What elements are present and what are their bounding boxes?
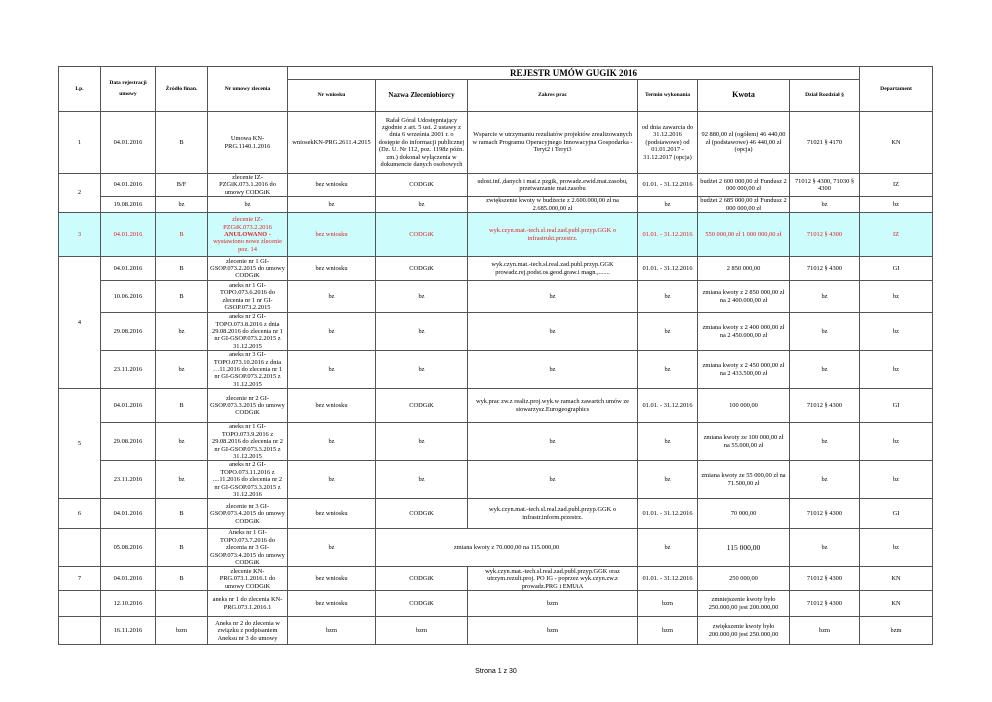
table-row [59,591,933,617]
cell-source: B [156,257,208,281]
table-row-cancelled [59,213,933,257]
table-row [59,389,933,423]
cell-date: 04.01.2016 [101,174,156,197]
cell-department: bz [860,351,933,389]
cell-contractor: bzm [376,617,468,645]
cell-contract: zlecenie nr 3 GI-GSOP.073.4.2015 do umowy CODGiK [208,499,288,529]
cell-date: 19.08.2016 [101,197,156,213]
cell-contractor: CODGiK [376,389,468,423]
cell-source: bz [156,461,208,499]
cell-lp [59,591,101,617]
cell-lp [59,617,101,645]
cell-section: 71012 § 4300, 71030 § 4300 [790,174,860,197]
cell-date: 04.01.2016 [101,389,156,423]
header-zrodlo: Źródło finan. [156,67,208,112]
cell-scope: Wsparcie w utrzymaniu rezultatów projektów zrealizowanych w ramach Programu Operacyjnego Innowacyjna Gospodarka - Teryt2 i Teryt3 [468,112,638,174]
cell-application: bz [288,461,376,499]
cell-date: 10.06.2016 [101,281,156,313]
cell-application: bez wniosku [288,567,376,591]
cell-date: 12.10.2016 [101,591,156,617]
cell-change-note: zmiana kwoty z 70.000,00 na 115.000,00 [376,529,638,567]
cell-section: 71012 § 4300 [790,567,860,591]
cell-application: bez wniosku [288,499,376,529]
cell-application: bz [288,423,376,461]
cell-contractor: bz [376,351,468,389]
cell-deadline: 01.01. - 31.12.2016 [638,174,698,197]
cell-contract: Aneks nr 2 do zlecenia w związku z podpisaniem Aneksu nr 3 do umowy [208,617,288,645]
cell-scope: bzm [468,617,638,645]
cell-section: 71012 § 4300 [790,591,860,617]
cell-source: B [156,567,208,591]
cell-department: bzm [860,617,933,645]
table-row [59,281,933,313]
cell-amount: zmiana kwoty ze 100 000,00 zł na 55.000,00 zł [698,423,790,461]
cell-amount: zmiana kwoty z 2 850 000,00 zł na 2 400.000,00 zł [698,281,790,313]
cell-source: B [156,389,208,423]
cell-section: bz [790,351,860,389]
cell-department: bz [860,197,933,213]
cell-date: 04.01.2016 [101,567,156,591]
cell-department: bz [860,423,933,461]
cell-deadline: 01.01. - 31.12.2016 [638,499,698,529]
table-row [59,174,933,197]
cell-contract: Umowa KN-PRG.1140.1.2016 [208,112,288,174]
cell-department: GI [860,257,933,281]
cell-deadline: bz [638,197,698,213]
cell-amount: zmiana kwoty ze 55 000,00 zł na 71.500,00 zł [698,461,790,499]
cell-lp [59,529,101,567]
cell-deadline: bz [638,461,698,499]
cell-date: 23.11.2016 [101,351,156,389]
cell-source [156,591,208,617]
cell-contract: Aneks nr 1 GI-TOPO.073.7.2016 do zlecenia nr 3 GI-GSOP.073.4.2015 do umowy CODGiK [208,529,288,567]
cell-contractor: CODGiK [376,257,468,281]
cell-department: GI [860,389,933,423]
cell-scope: bzm [468,591,638,617]
cell-deadline: 01.01. - 31.12.2016 [638,257,698,281]
cell-contract: zlecenie KN-PRG.073.1.2016.1 do umowy CODGiK [208,567,288,591]
cell-deadline: bz [638,281,698,313]
cell-date: 04.01.2016 [101,499,156,529]
cell-department: bz [860,461,933,499]
cell-contract: zlecenie nr 2 GI-GSOP.073.3.2015 do umowy CODGiK [208,389,288,423]
header-dept: Departament [860,67,933,112]
cell-amount: 92 880,00 zł (ogółem) 46 440,00 zł (podstawowe) 46 440,00 zł (opcja) [698,112,790,174]
cell-scope: zwiększenie kwoty w budżecie z 2.600.000,00 zł na 2.685.000,00 zł [468,197,638,213]
cell-deadline: 01.01. - 31.12.2016 [638,567,698,591]
cell-date: 16.11.2016 [101,617,156,645]
cell-deadline: bz [638,313,698,351]
cell-deadline: bz [638,423,698,461]
cell-section: bz [790,281,860,313]
table-row [59,567,933,591]
cell-contract: aneks nr 1 GI-TOPO.073.6.2016 do zlecenia nr 1 nr GI-GSOP.073.2.2015 [208,281,288,313]
cell-source: bz [156,351,208,389]
table-row [59,499,933,529]
cell-date: 23.11.2016 [101,461,156,499]
cell-contract: zlecenie IZ-PZGiK.073.1.2016 do umowy CODGiK [208,174,288,197]
cell-scope: bz [468,281,638,313]
cell-deadline: bzm [638,591,698,617]
table-row [59,351,933,389]
cell-date: 29.08.2016 [101,313,156,351]
cell-scope: wyk.czyn.mat.-tech.sl.real.zad.publ.przyp.GGK oraz utrzym.rezult.proj. PO IG - poprzez wyk.czyn.zw.z prowadz.PRG i EMUiA [468,567,638,591]
page-number: Strona 1 z 30 [475,668,517,675]
cell-contractor: bz [376,197,468,213]
cell-scope: bz [468,461,638,499]
cell-deadline: bzm [638,617,698,645]
header-umowa: Nr umowy zlecenia [208,67,288,112]
table-row [59,461,933,499]
cell-amount: zmiana kwoty z 2 450 000,00 zł na 2 433.500,00 zł [698,351,790,389]
cell-scope: bz [468,351,638,389]
cancelled-label: ANULOWANO [224,231,268,239]
cell-date: 04.01.2016 [101,112,156,174]
cell-lp: 3 [59,213,101,257]
cell-lp: 6 [59,499,101,529]
cell-date: 04.01.2016 [101,213,156,257]
cell-section: bzm [790,617,860,645]
cell-section: bz [790,423,860,461]
table-row [59,197,933,213]
cell-application: bez wniosku [288,257,376,281]
cell-amount: 250 000,00 [698,567,790,591]
cell-scope: wyk.czyn.mat.-tech.sl.real.zad.publ.przyp.GGK o infrastr.inform.przestrz. [468,499,638,529]
cell-lp: 2 [59,174,101,213]
cell-source: B [156,281,208,313]
cell-amount: zmiana kwoty z 2 400 000,00 zł na 2 450.000,00 zł [698,313,790,351]
table-row [59,257,933,281]
cell-application: bz [288,197,376,213]
cell-application: bez wniosku [288,213,376,257]
header-termin: Termin wykonania [638,80,698,112]
cell-application: bz [288,313,376,351]
cell-lp: 7 [59,567,101,591]
cell-contract: zlecenie nr 1 GI-GSOP.073.2.2015 do umowy CODGiK [208,257,288,281]
table-row [59,617,933,645]
cell-department: GI [860,499,933,529]
cell-lp: 5 [59,389,101,499]
cell-scope: wyk.czyn.mat.-tech.sl.real.zad.publ.przyp.GGK o infrastrukt.przestrz. [468,213,638,257]
cell-contractor: CODGiK [376,591,468,617]
cell-amount: 70 000,00 [698,499,790,529]
cell-deadline: od dnia zawarcia do 31.12.2016 (podstawowe) od 01.01.2017 - 31.12.2017 (opcja) [638,112,698,174]
cell-section: 71012 § 4300 [790,499,860,529]
cell-department: bz [860,281,933,313]
cell-scope: udost.inf.,danych i mat.z pzgik, prowadz.ewid.mat.zasobu, przetwarzanie mat.zasobu [468,174,638,197]
cell-amount: zwiększenie kwoty było 200.000,00 jest 250.000,00 [698,617,790,645]
cell-contractor: Rafał Góral Udostępniający zgodnie z art. 5 ust. 2 ustawy z dnia 6 września 2001 r. o dostępie do informacji publicznej (Dz. U. Nr 112, poz. 1198z późn. zm.) dokonał wyłączenia w dokumencie danych osobowych [376,112,468,174]
cell-contract: aneks nr 2 GI-TOPO.073.8.2016 z dnia 29.08.2016 do zlecenia nr 1 nr GI-GSOP.073.2.2015 z 31.12.2015 [208,313,288,351]
cell-scope: wyk.czyn.mat.-tech.sl.real.zad.publ.przyp.GGK prowadz.rej.podst.os.geod.graw.i magn.,....... [468,257,638,281]
cell-contract: aneks nr 1 do zlecenia KN-PRG.073.1.2016.1 [208,591,288,617]
cell-section: bz [790,461,860,499]
cell-deadline: bz [638,529,698,567]
cell-department: KN [860,567,933,591]
cell-section: bz [790,529,860,567]
cell-source: B [156,213,208,257]
cell-source: bzm [156,617,208,645]
cell-deadline: 01.01. - 31.12.2016 [638,213,698,257]
cell-date: 04.01.2016 [101,257,156,281]
cell-date: 05.08.2016 [101,529,156,567]
cell-contractor: bz [376,313,468,351]
cell-lp: 4 [59,257,101,389]
contract-register-table [58,66,933,645]
cell-source: B [156,499,208,529]
cell-date: 29.08.2016 [101,423,156,461]
cell-application: bzm [288,617,376,645]
table-row [59,313,933,351]
cell-department: IZ [860,213,933,257]
header-kwota: Kwota [698,80,790,112]
header-zakres: Zakres prac [468,80,638,112]
cell-contractor: CODGiK [376,213,468,257]
cell-amount: zmniejszenie kwoty było 250.000,00 jest 200.000,00 [698,591,790,617]
cell-contract: aneks nr 2 GI-TOPO.073.11.2016 z ....11.2016 do zlecenia nr 2 nr GI-GSOP.073.3.2015 z 31.12.2016 [208,461,288,499]
cell-application: bz [288,281,376,313]
cell-section: 71012 § 4300 [790,257,860,281]
cell-scope: wyk.prac zw.z realiz.proj.wyk.w ramach zawartch umów ze stowarzysz.Eurogeographics [468,389,638,423]
cell-section: bz [790,197,860,213]
cell-section: bz [790,313,860,351]
cell-scope: bz [468,313,638,351]
header-dzial: Dział Rozdział § [790,80,860,112]
cell-department: IZ [860,174,933,197]
cell-application: bez wniosku [288,591,376,617]
cell-application: bez wniosku [288,389,376,423]
cell-amount: 550 000,00 zł 1 000 000,00 zł [698,213,790,257]
table-row [59,529,933,567]
cell-application: bz [288,529,376,567]
header-nazwa: Nazwa Zleceniobiorcy [376,80,468,112]
cell-section: 71012 § 4300 [790,389,860,423]
page-title: REJESTR UMÓW GUGIK 2016 [288,67,860,80]
cell-amount: 2 850 000,00 [698,257,790,281]
cell-contract: bz [208,197,288,213]
cell-amount: budżet 2 685 000,00 zł Fundusz 2 000 000,00 zł [698,197,790,213]
table-row [59,112,933,174]
cell-amount: 115 000,00 [698,529,790,567]
cell-source: B/F [156,174,208,197]
cell-source: bz [156,197,208,213]
cell-amount: 100 000,00 [698,389,790,423]
cell-scope: bz [468,423,638,461]
cell-section: 71021 § 4170 [790,112,860,174]
cell-contractor: bz [376,423,468,461]
cell-deadline: bz [638,351,698,389]
cell-application: bez wniosku [288,174,376,197]
cell-amount: budżet 2 600 000,00 zł Fundusz 2 000 000,00 zł [698,174,790,197]
cell-deadline: 01.01. - 31.12.2016 [638,389,698,423]
header-data: Data rejestracji umowy [101,67,156,112]
cell-contract: aneks nr 1 GI-TOPO.073.9.2016 z 29.08.2016 do zlecenia nr 2 nr GI-GSOP.073.3.2015 z 31.12.2015 [208,423,288,461]
cell-application: wniosekKN-PRG.2611.4.2015 [288,112,376,174]
cell-source: B [156,112,208,174]
cell-contract [208,213,288,257]
cell-contractor: CODGiK [376,174,468,197]
header-lp: Lp. [59,67,101,112]
cancelled-note: - wystawiono nowe zlecenie poz. 14 [213,231,282,253]
cell-source: bz [156,423,208,461]
cell-contractor: CODGiK [376,499,468,529]
cell-source: bz [156,313,208,351]
cell-contract-number: zlecenie IZ-PZGiK.073.2.2016 [223,216,272,231]
cell-lp: 1 [59,112,101,174]
cell-department: bz [860,529,933,567]
cell-contractor: bz [376,281,468,313]
cell-contractor: bz [376,461,468,499]
cell-application: bz [288,351,376,389]
cell-department: KN [860,591,933,617]
table-row [59,423,933,461]
cell-section: 71012 § 4300 [790,213,860,257]
cell-department: bz [860,313,933,351]
cell-contractor: CODGiK [376,567,468,591]
cell-department: KN [860,112,933,174]
header-wniosek: Nr wniosku [288,80,376,112]
cell-contract: aneks nr 3 GI-TOPO.073.10.2016 z dnia …11.2016 do zlecenia nr 1 nr GI-GSOP.073.2.2015 z 31.12.2015 [208,351,288,389]
cell-source: B [156,529,208,567]
